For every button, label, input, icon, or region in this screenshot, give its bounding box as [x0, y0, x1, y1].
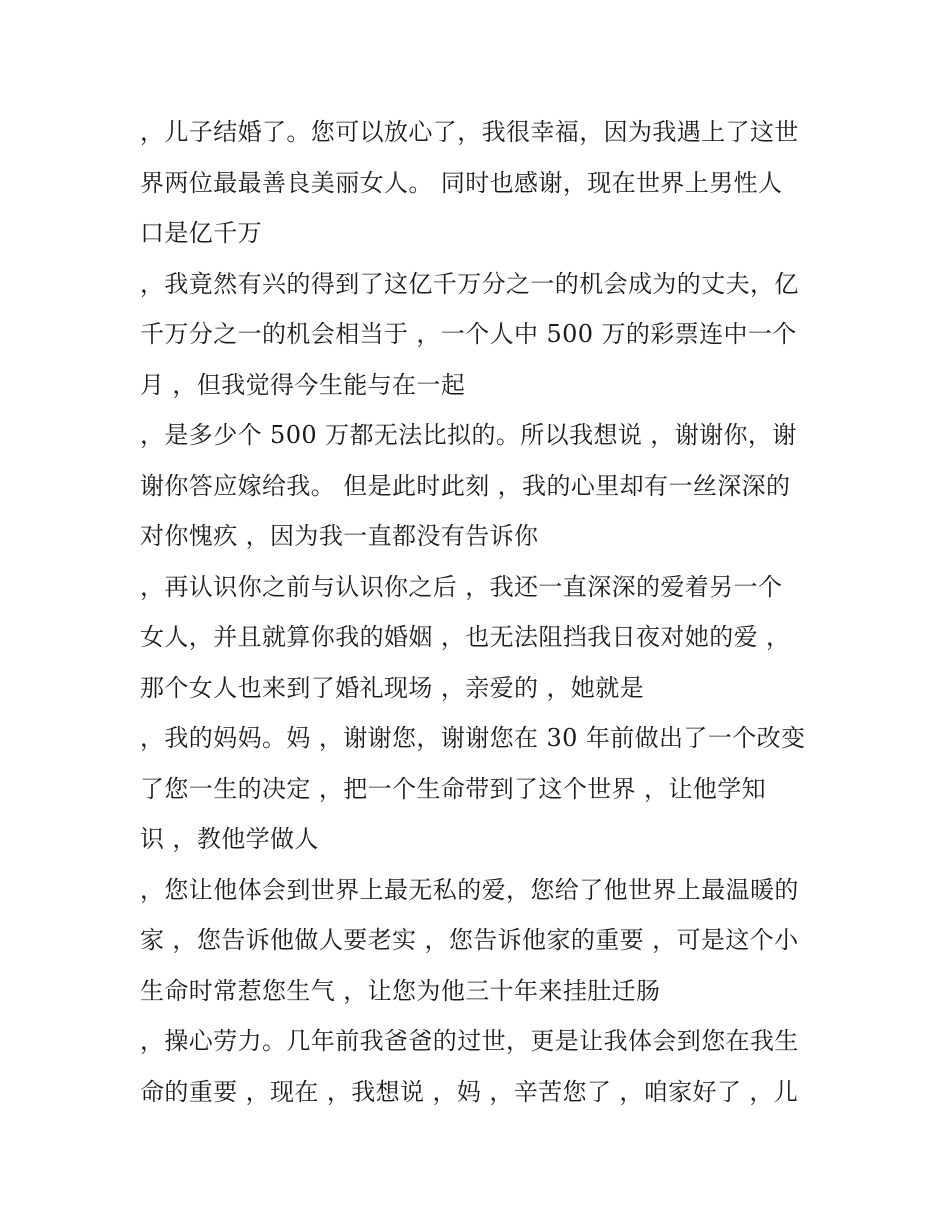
text-line: 口是亿千万: [140, 219, 262, 247]
text-line: ，您让他体会到世界上最无私的爱，您给了他世界上最温暖的: [140, 875, 799, 904]
text-line: ，再认识你之前与认识你之后 ，我还一直深深的爱着另一个: [140, 572, 783, 601]
text-line: 那个女人也来到了婚礼现场 ，亲爱的 ，她就是: [140, 673, 645, 702]
text-line: 千万分之一的机会相当于 ，一个人中 500 万的彩票连中一个: [140, 320, 797, 348]
text-line: 谢你答应嫁给我。 但是此时此刻 ，我的心里却有一丝深深的: [140, 471, 791, 500]
body-text: [140, 107, 820, 1117]
text-line: 生命时常惹您生气 ，让您为他三十年来挂肚迁肠: [140, 976, 661, 1005]
text-line: ，我的妈妈。妈 ，谢谢您，谢谢您在 30 年前做出了一个改变: [140, 724, 806, 752]
text-line: 识 ，教他学做人: [140, 825, 319, 853]
text-line: ，儿子结婚了。您可以放心了，我很幸福，因为我遇上了这世: [140, 118, 799, 146]
text-line: ，是多少个 500 万都无法比拟的。所以我想说 ，谢谢你，谢: [140, 421, 797, 449]
text-line: 女人，并且就算你我的婚姻 ，也无法阻挡我日夜对她的爱 ，: [140, 623, 791, 651]
text-line: ，操心劳力。几年前我爸爸的过世，更是让我体会到您在我生: [140, 1027, 799, 1055]
text-line: 月 ，但我觉得今生能与在一起: [140, 370, 466, 399]
text-line: 家 ，您告诉他做人要老实 ，您告诉他家的重要 ，可是这个小: [140, 926, 799, 954]
text-line: 界两位最最善良美丽女人。 同时也感谢，现在世界上男性人: [140, 168, 783, 197]
text-line: 命的重要 ，现在 ，我想说 ，妈 ，辛苦您了 ，咱家好了 ，儿: [140, 1077, 799, 1106]
text-line: ，我竟然有兴的得到了这亿千万分之一的机会成为的丈夫，亿: [140, 269, 799, 298]
text-line: 对你愧疚 ，因为我一直都没有告诉你: [140, 522, 539, 550]
text-line: 了您一生的决定 ，把一个生命带到了这个世界 ，让他学知: [140, 774, 767, 803]
